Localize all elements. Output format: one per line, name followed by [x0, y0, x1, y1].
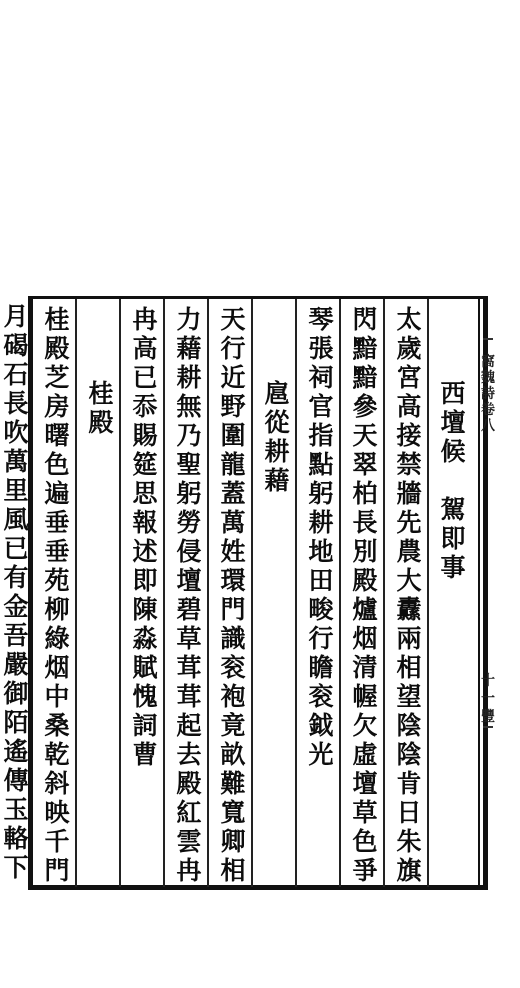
- text-glyph: 即: [132, 566, 158, 595]
- text-glyph: 風: [3, 505, 29, 534]
- text-glyph: 殿: [352, 566, 378, 595]
- text-glyph: 力: [176, 305, 202, 334]
- text-glyph: 躬: [308, 479, 334, 508]
- text-glyph: 桂: [44, 305, 70, 334]
- text-glyph: 袍: [220, 682, 246, 711]
- text-glyph: 萬: [220, 508, 246, 537]
- text-glyph: 雲: [176, 827, 202, 856]
- text-glyph: 陰: [396, 711, 422, 740]
- text-column-4: [255, 299, 299, 887]
- text-glyph: 難: [220, 769, 246, 798]
- text-frame: [28, 296, 488, 890]
- text-glyph: 茸: [176, 682, 202, 711]
- text-glyph: 殿: [176, 769, 202, 798]
- text-glyph: 大: [396, 566, 422, 595]
- text-glyph: 太: [396, 305, 422, 334]
- edge-mark-bottom: [483, 726, 493, 734]
- text-column-3: [299, 299, 343, 887]
- text-glyph: 藉: [264, 466, 290, 495]
- text-glyph: 肯: [396, 769, 422, 798]
- text-glyph: 嚴: [3, 650, 29, 679]
- text-glyph: 壇: [440, 408, 466, 437]
- text-glyph: 勞: [176, 508, 202, 537]
- text-glyph: 畯: [308, 595, 334, 624]
- column-glyphs: [83, 379, 119, 437]
- text-glyph: 殿: [44, 334, 70, 363]
- text-glyph: 清: [352, 653, 378, 682]
- column-glyphs: [171, 305, 207, 885]
- text-glyph: 扈: [264, 379, 290, 408]
- text-glyph: 思: [132, 479, 158, 508]
- text-column-10: [0, 296, 32, 890]
- text-glyph: 長: [352, 508, 378, 537]
- text-glyph: 寬: [220, 798, 246, 827]
- text-column-5: [211, 299, 255, 887]
- text-glyph: 愧: [132, 682, 158, 711]
- text-glyph: 月: [3, 302, 29, 331]
- column-glyphs: [391, 305, 427, 885]
- text-glyph: 張: [308, 334, 334, 363]
- text-glyph: 閃: [352, 305, 378, 334]
- text-glyph: 述: [132, 537, 158, 566]
- text-glyph: 乃: [176, 421, 202, 450]
- text-glyph: 躬: [176, 479, 202, 508]
- text-glyph: 中: [44, 682, 70, 711]
- text-glyph: 從: [264, 408, 290, 437]
- text-glyph: 賦: [132, 653, 158, 682]
- text-column-2: [343, 299, 387, 887]
- column-glyphs: [215, 305, 251, 885]
- text-glyph: 萬: [3, 447, 29, 476]
- text-glyph: 殿: [88, 408, 114, 437]
- text-glyph: 已: [3, 534, 29, 563]
- edge-title-char: 八: [481, 418, 495, 434]
- edge-page-char: 十: [481, 673, 495, 689]
- text-glyph: 吾: [3, 621, 29, 650]
- text-glyph: 虛: [352, 740, 378, 769]
- text-glyph: 近: [220, 363, 246, 392]
- text-glyph: 映: [44, 798, 70, 827]
- text-glyph: 衮: [308, 682, 334, 711]
- text-glyph: 官: [308, 392, 334, 421]
- text-glyph: 壇: [176, 566, 202, 595]
- text-glyph: 兩: [396, 624, 422, 653]
- text-glyph: 幄: [352, 682, 378, 711]
- text-glyph: 報: [132, 508, 158, 537]
- text-glyph: 侵: [176, 537, 202, 566]
- text-glyph: 垂: [44, 508, 70, 537]
- text-glyph: 里: [3, 476, 29, 505]
- text-glyph: 卿: [220, 827, 246, 856]
- text-glyph: 先: [396, 508, 422, 537]
- text-column-6: [167, 299, 211, 887]
- text-glyph: 已: [132, 363, 158, 392]
- text-glyph: 門: [44, 856, 70, 885]
- text-glyph: 起: [176, 711, 202, 740]
- column-glyphs: [435, 379, 471, 582]
- text-glyph: 別: [352, 537, 378, 566]
- text-glyph: 乾: [44, 740, 70, 769]
- text-glyph: 垂: [44, 537, 70, 566]
- text-glyph: 聖: [176, 450, 202, 479]
- edge-title-char: 卷: [481, 402, 495, 418]
- text-glyph: 忝: [132, 392, 158, 421]
- text-glyph: 曹: [132, 740, 158, 769]
- text-glyph: 千: [44, 827, 70, 856]
- text-glyph: 紅: [176, 798, 202, 827]
- text-glyph: 玉: [3, 795, 29, 824]
- text-glyph: 桂: [88, 379, 114, 408]
- text-column-1: [387, 299, 431, 887]
- text-glyph: 遍: [44, 479, 70, 508]
- text-glyph: 色: [44, 450, 70, 479]
- text-glyph: 賜: [132, 421, 158, 450]
- text-column-9: [35, 299, 79, 887]
- text-glyph: 事: [440, 553, 466, 582]
- text-glyph: 行: [308, 624, 334, 653]
- text-glyph: [435, 466, 471, 495]
- text-glyph: 色: [352, 827, 378, 856]
- column-glyphs: [259, 379, 295, 495]
- text-glyph: 藉: [176, 334, 202, 363]
- text-glyph: 琴: [308, 305, 334, 334]
- text-glyph: 黯: [352, 334, 378, 363]
- book-edge-strip: [478, 296, 494, 890]
- text-glyph: 相: [396, 653, 422, 682]
- text-glyph: 苑: [44, 566, 70, 595]
- text-glyph: 纛: [396, 595, 422, 624]
- text-glyph: 長: [3, 389, 29, 418]
- text-glyph: 識: [220, 624, 246, 653]
- text-glyph: 衮: [220, 653, 246, 682]
- text-glyph: 桑: [44, 711, 70, 740]
- text-glyph: 指: [308, 421, 334, 450]
- text-glyph: 筵: [132, 450, 158, 479]
- text-glyph: 祠: [308, 363, 334, 392]
- column-glyphs: [39, 305, 75, 885]
- text-glyph: 圍: [220, 421, 246, 450]
- text-glyph: 耕: [264, 437, 290, 466]
- text-glyph: 翠: [352, 450, 378, 479]
- text-glyph: 耕: [176, 363, 202, 392]
- edge-page-char: 一: [481, 691, 495, 707]
- text-glyph: 宮: [396, 363, 422, 392]
- edge-page-number: [480, 672, 496, 726]
- text-glyph: 參: [352, 392, 378, 421]
- text-glyph: 碧: [176, 595, 202, 624]
- text-glyph: 爐: [352, 595, 378, 624]
- text-column-header: [431, 299, 475, 887]
- text-glyph: 光: [308, 740, 334, 769]
- text-glyph: 高: [396, 392, 422, 421]
- text-glyph: 御: [3, 679, 29, 708]
- text-glyph: 畝: [220, 740, 246, 769]
- text-glyph: 歲: [396, 334, 422, 363]
- column-glyphs: [347, 305, 383, 885]
- text-glyph: 鉞: [308, 711, 334, 740]
- text-glyph: 環: [220, 566, 246, 595]
- text-glyph: 柳: [44, 595, 70, 624]
- text-glyph: 日: [396, 798, 422, 827]
- text-glyph: 爭: [352, 856, 378, 885]
- text-glyph: 地: [308, 537, 334, 566]
- text-glyph: 烟: [352, 624, 378, 653]
- edge-page-char: 豐: [481, 709, 495, 725]
- text-glyph: 壇: [352, 769, 378, 798]
- edge-title-char: 窩: [481, 354, 495, 370]
- text-glyph: 天: [220, 305, 246, 334]
- text-glyph: 農: [396, 537, 422, 566]
- text-glyph: 曙: [44, 421, 70, 450]
- text-glyph: 龍: [220, 450, 246, 479]
- text-glyph: 瞻: [308, 653, 334, 682]
- text-glyph: 碣: [3, 331, 29, 360]
- text-glyph: 斜: [44, 769, 70, 798]
- column-glyphs: [127, 305, 163, 769]
- edge-title-char: 詩: [481, 386, 495, 402]
- text-column-8: [79, 299, 123, 887]
- text-glyph: 房: [44, 392, 70, 421]
- text-glyph: 芝: [44, 363, 70, 392]
- text-glyph: 接: [396, 421, 422, 450]
- text-glyph: 點: [308, 450, 334, 479]
- text-glyph: 柏: [352, 479, 378, 508]
- text-glyph: 無: [176, 392, 202, 421]
- text-glyph: 陳: [132, 595, 158, 624]
- text-glyph: 冉: [176, 856, 202, 885]
- text-glyph: 朱: [396, 827, 422, 856]
- text-glyph: 烟: [44, 653, 70, 682]
- text-glyph: 詞: [132, 711, 158, 740]
- text-glyph: 蓋: [220, 479, 246, 508]
- text-glyph: 去: [176, 740, 202, 769]
- text-glyph: 駕: [440, 495, 466, 524]
- text-column-7: [123, 299, 167, 887]
- text-glyph: 石: [3, 360, 29, 389]
- edge-title-char: 魏: [481, 370, 495, 386]
- text-glyph: 綠: [44, 624, 70, 653]
- text-glyph: 草: [352, 798, 378, 827]
- text-glyph: 吹: [3, 418, 29, 447]
- text-glyph: 禁: [396, 450, 422, 479]
- text-glyph: 輅: [3, 824, 29, 853]
- column-glyphs: [0, 302, 32, 882]
- text-glyph: 野: [220, 392, 246, 421]
- text-glyph: 牆: [396, 479, 422, 508]
- text-glyph: 天: [352, 421, 378, 450]
- text-glyph: 耕: [308, 508, 334, 537]
- text-glyph: 竟: [220, 711, 246, 740]
- text-glyph: 行: [220, 334, 246, 363]
- text-glyph: 望: [396, 682, 422, 711]
- text-glyph: 草: [176, 624, 202, 653]
- text-glyph: 姓: [220, 537, 246, 566]
- text-glyph: 下: [3, 853, 29, 882]
- text-glyph: 相: [220, 856, 246, 885]
- column-glyphs: [303, 305, 339, 769]
- edge-title: [480, 354, 496, 434]
- text-glyph: 傳: [3, 766, 29, 795]
- text-glyph: 旗: [396, 856, 422, 885]
- text-glyph: 西: [440, 379, 466, 408]
- text-glyph: 高: [132, 334, 158, 363]
- text-glyph: 陰: [396, 740, 422, 769]
- text-glyph: 即: [440, 524, 466, 553]
- text-glyph: 遙: [3, 737, 29, 766]
- text-glyph: 欠: [352, 711, 378, 740]
- text-glyph: 茸: [176, 653, 202, 682]
- text-glyph: 冉: [132, 305, 158, 334]
- text-glyph: 黯: [352, 363, 378, 392]
- text-glyph: 田: [308, 566, 334, 595]
- text-glyph: 金: [3, 592, 29, 621]
- text-glyph: 淼: [132, 624, 158, 653]
- text-glyph: 有: [3, 563, 29, 592]
- text-glyph: 候: [440, 437, 466, 466]
- text-glyph: 門: [220, 595, 246, 624]
- edge-mark-top: [483, 338, 493, 346]
- text-glyph: 陌: [3, 708, 29, 737]
